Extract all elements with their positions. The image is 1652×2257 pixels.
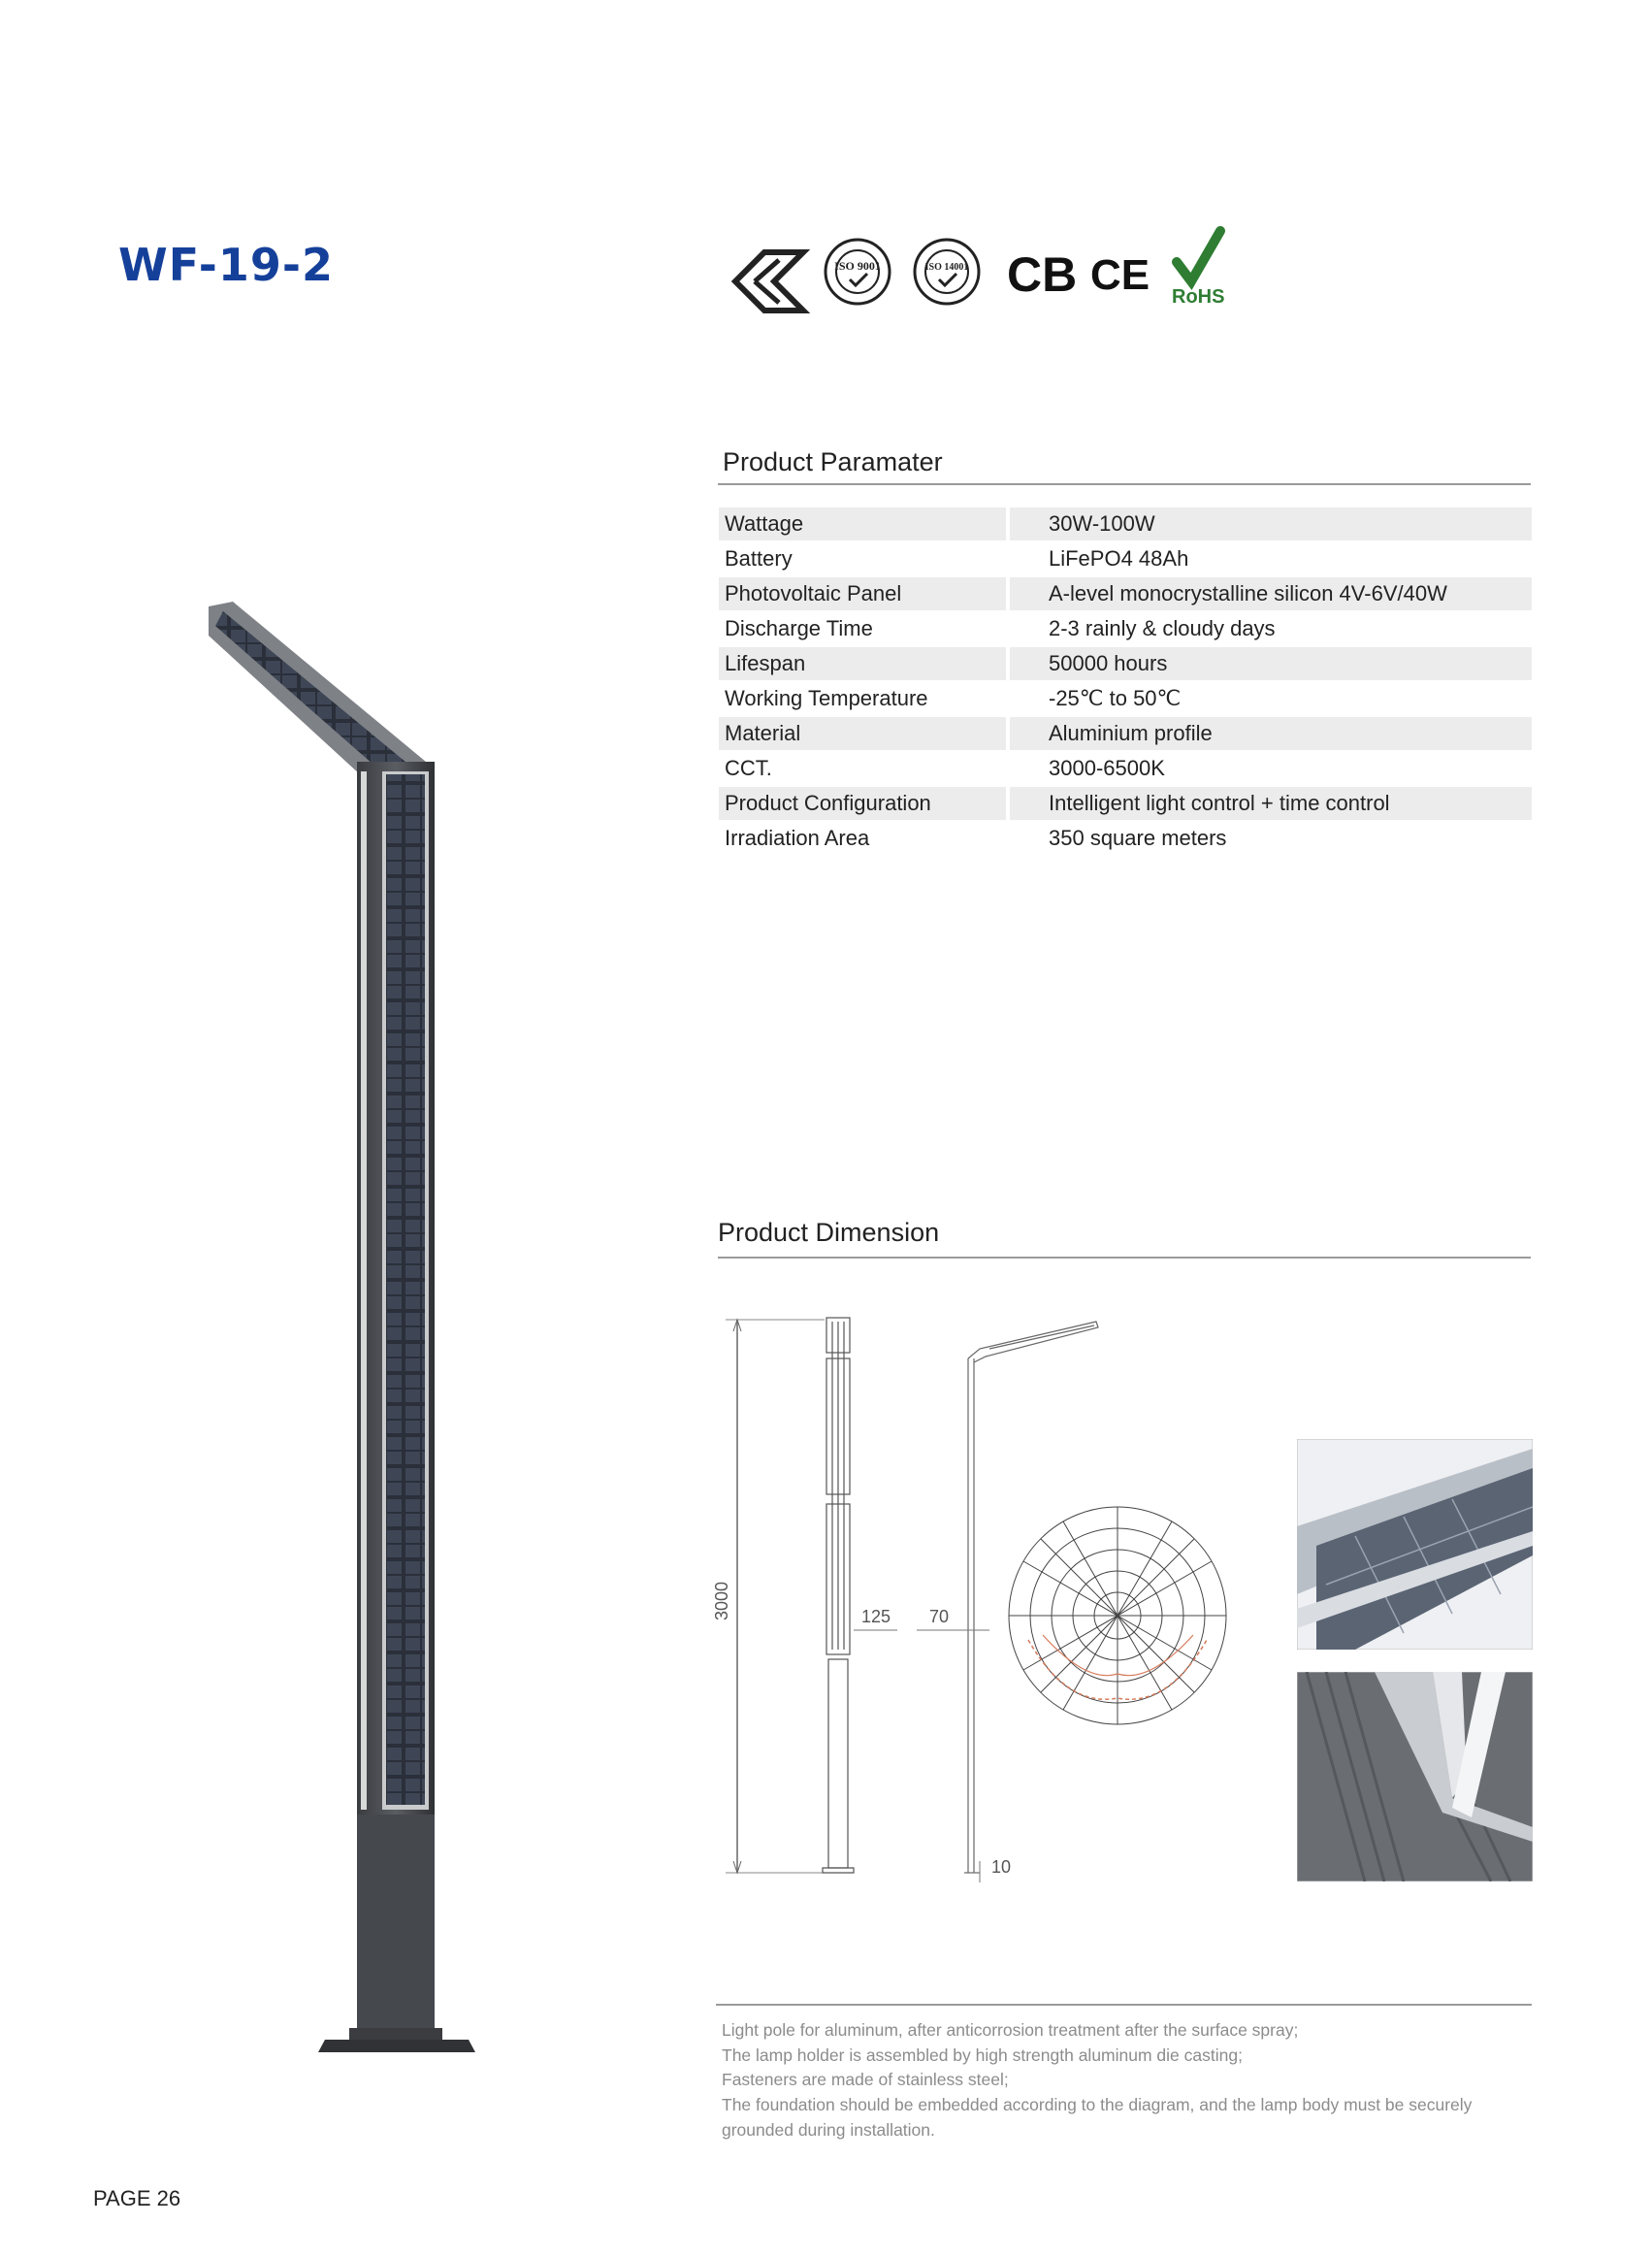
note-line: grounded during installation. <box>722 2119 935 2140</box>
ccc-logo <box>735 252 803 311</box>
note-line: The lamp holder is assembled by high strength aluminum die casting; <box>722 2044 1243 2065</box>
model-title: WF-19-2 <box>118 239 334 291</box>
param-label: Battery <box>725 546 793 571</box>
param-row-working-temperature <box>719 682 1532 717</box>
rohs-logo <box>1172 231 1224 308</box>
param-value: 350 square meters <box>1049 826 1227 850</box>
param-label: Lifespan <box>719 647 1006 680</box>
param-value: A-level monocrystalline silicon 4V-6V/40W <box>1010 577 1532 610</box>
solar-panel-detail-image <box>1297 1439 1533 1650</box>
param-label: Discharge Time <box>725 616 873 640</box>
param-row-cct <box>719 752 1532 787</box>
notes-divider <box>716 2004 1532 2006</box>
param-value: 30W-100W <box>1010 507 1532 540</box>
param-row-battery <box>719 542 1532 577</box>
dimension-divider <box>718 1257 1531 1259</box>
param-row-product-configuration <box>719 787 1532 822</box>
param-value: 3000-6500K <box>1049 756 1165 780</box>
parameters-title: Product Paramater <box>723 447 943 476</box>
parameters-divider <box>718 483 1531 485</box>
param-label: Wattage <box>719 507 1006 540</box>
iso9001-logo <box>826 240 890 304</box>
param-label: Photovoltaic Panel <box>719 577 1006 610</box>
ce-logo: CE <box>1090 251 1150 299</box>
svg-text:RoHS: RoHS <box>1172 286 1225 308</box>
note-line: Fasteners are made of stainless steel; <box>722 2070 1009 2090</box>
dimension-title: Product Dimension <box>718 1218 940 1247</box>
param-label: Irradiation Area <box>725 826 870 850</box>
front-view <box>823 1318 854 1873</box>
param-value: LiFePO4 48Ah <box>1049 546 1189 571</box>
param-value: Aluminium profile <box>1010 717 1532 750</box>
certification-logos <box>726 223 1249 320</box>
note-line: The foundation should be embedded according to the diagram, and the lamp body must be securely <box>722 2095 1473 2115</box>
param-value: -25℃ to 50℃ <box>1049 686 1182 710</box>
front-width-label: 125 <box>861 1607 891 1626</box>
param-value: 50000 hours <box>1010 647 1532 680</box>
param-label: Material <box>719 717 1006 750</box>
height-dimension-label: 3000 <box>712 1581 731 1620</box>
page-number: PAGE 26 <box>93 2186 181 2210</box>
note-line: Light pole for aluminum, after anticorrosion treatment after the surface spray; <box>722 2020 1299 2040</box>
side-view <box>964 1322 1098 1873</box>
param-label: Working Temperature <box>725 686 928 710</box>
param-row-discharge-time <box>719 612 1532 647</box>
param-row-lifespan <box>719 647 1532 682</box>
iso9001-text: ISO 9001 <box>834 259 881 273</box>
dimension-drawing <box>698 1300 1280 1902</box>
param-row-photovoltaic-panel <box>719 577 1532 612</box>
param-row-irradiation-area <box>719 822 1532 857</box>
iso14001-logo <box>915 240 979 304</box>
parameters-table <box>719 507 1532 857</box>
param-row-material <box>719 717 1532 752</box>
param-label: Product Configuration <box>719 787 1006 820</box>
cb-logo: CB <box>1007 247 1078 302</box>
param-value: Intelligent light control + time control <box>1010 787 1532 820</box>
side-width-label: 70 <box>929 1607 950 1626</box>
installation-notes <box>722 2018 1537 2143</box>
iso14001-text: ISO 14001 <box>924 262 969 273</box>
param-row-wattage <box>719 507 1532 542</box>
param-value: 2-3 rainly & cloudy days <box>1049 616 1276 640</box>
pole-joint-detail-image <box>1297 1672 1533 1881</box>
pole-illustration <box>194 597 485 2149</box>
base-gap-label: 10 <box>991 1857 1012 1877</box>
param-label: CCT. <box>725 756 772 780</box>
light-distribution-diagram <box>1009 1507 1226 1724</box>
